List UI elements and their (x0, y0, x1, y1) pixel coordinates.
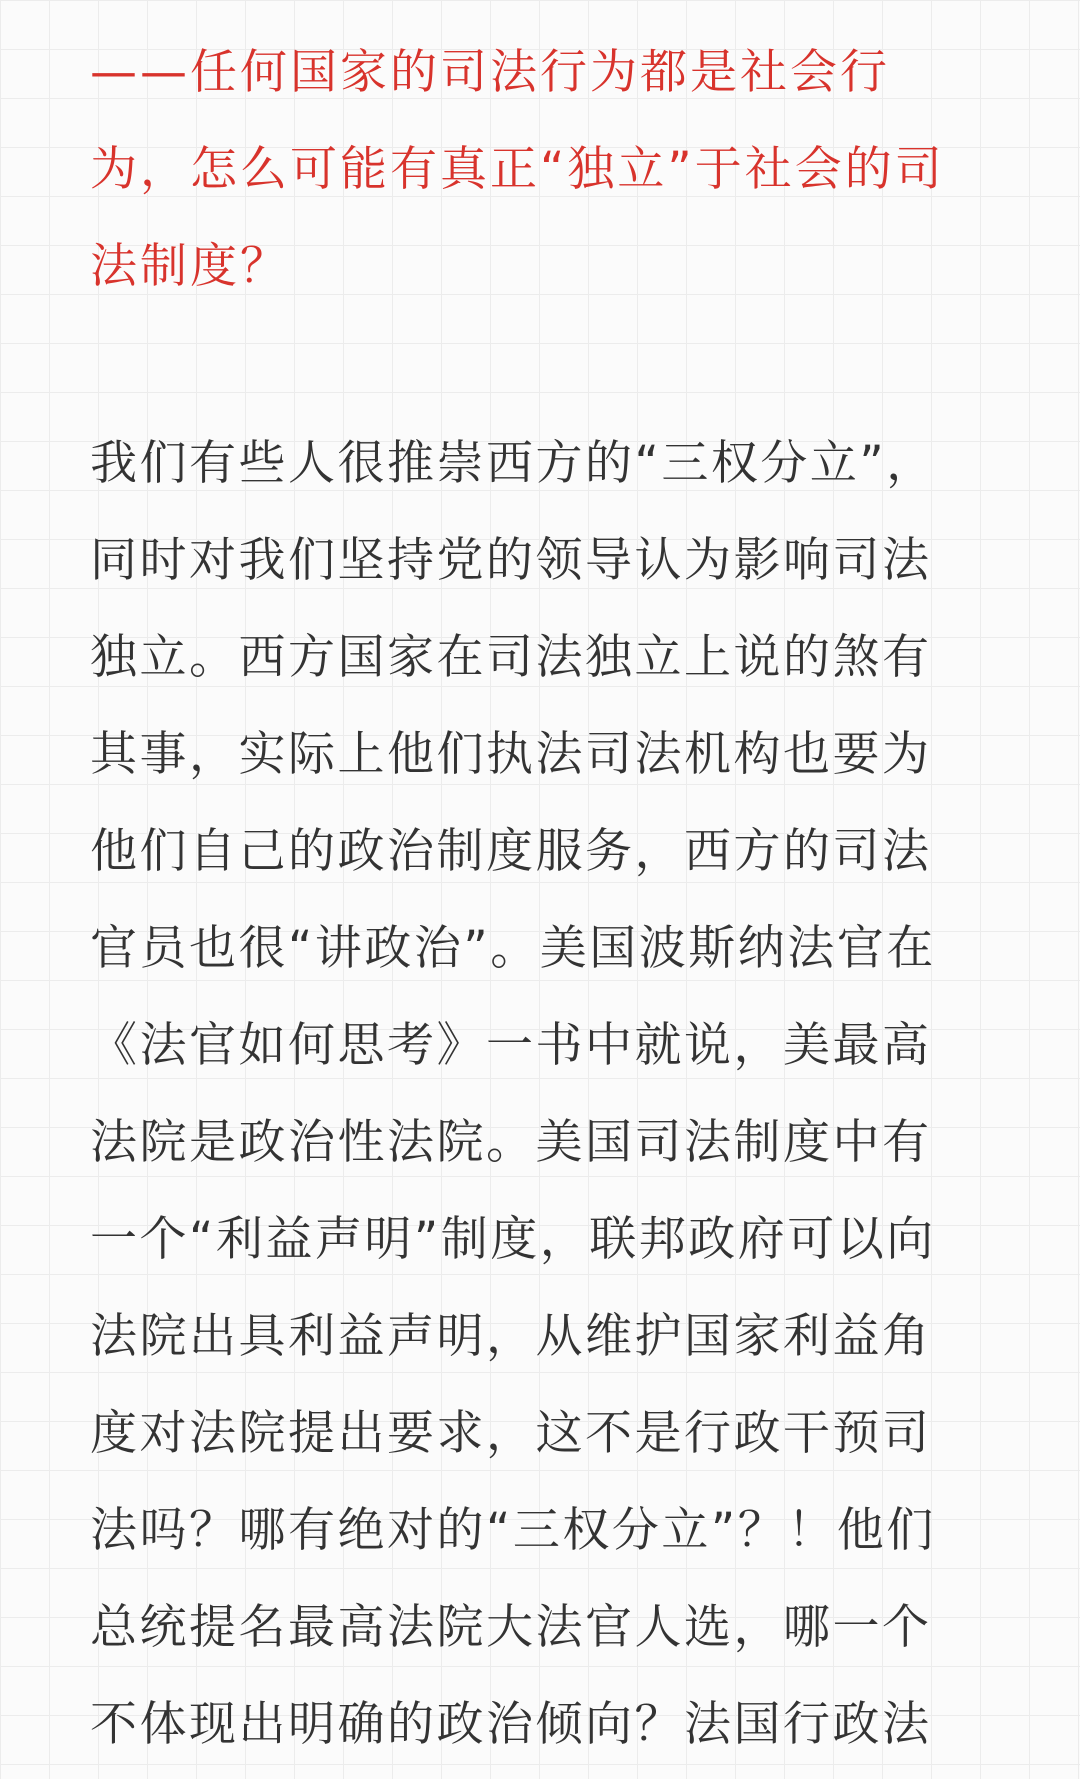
body-line: 总统提名最高法院大法官人选，哪一个 (90, 1600, 932, 1655)
article-heading (90, 24, 990, 315)
body-line: 法吗？哪有绝对的“三权分立”？！他们 (90, 1503, 936, 1558)
body-line: 其事，实际上他们执法司法机构也要为 (90, 727, 932, 782)
body-line: 不体现出明确的政治倾向？法国行政法 (90, 1697, 932, 1752)
body-line: 官员也很“讲政治”。美国波斯纳法官在 (90, 921, 936, 976)
heading-line: 为，怎么可能有真正“独立”于社会的司 (90, 142, 945, 197)
heading-line: 法制度？ (90, 239, 290, 294)
body-line: 《法官如何思考》一书中就说，美最高 (90, 1018, 932, 1073)
heading-line: ——任何国家的司法行为都是社会行 (90, 45, 890, 100)
body-line: 同时对我们坚持党的领导认为影响司法 (90, 533, 932, 588)
body-line: 度对法院提出要求，这不是行政干预司 (90, 1406, 932, 1461)
body-line: 法院出具利益声明，从维护国家利益角 (90, 1309, 932, 1364)
body-line: 我们有些人很推崇西方的“三权分立”， (90, 436, 936, 491)
body-line: 独立。西方国家在司法独立上说的煞有 (90, 630, 932, 685)
body-line: 一个“利益声明”制度，联邦政府可以向 (90, 1212, 936, 1267)
body-line: 法院是政治性法院。美国司法制度中有 (90, 1115, 932, 1170)
body-line: 他们自己的政治制度服务，西方的司法 (90, 824, 932, 879)
article-body (90, 415, 1010, 1773)
